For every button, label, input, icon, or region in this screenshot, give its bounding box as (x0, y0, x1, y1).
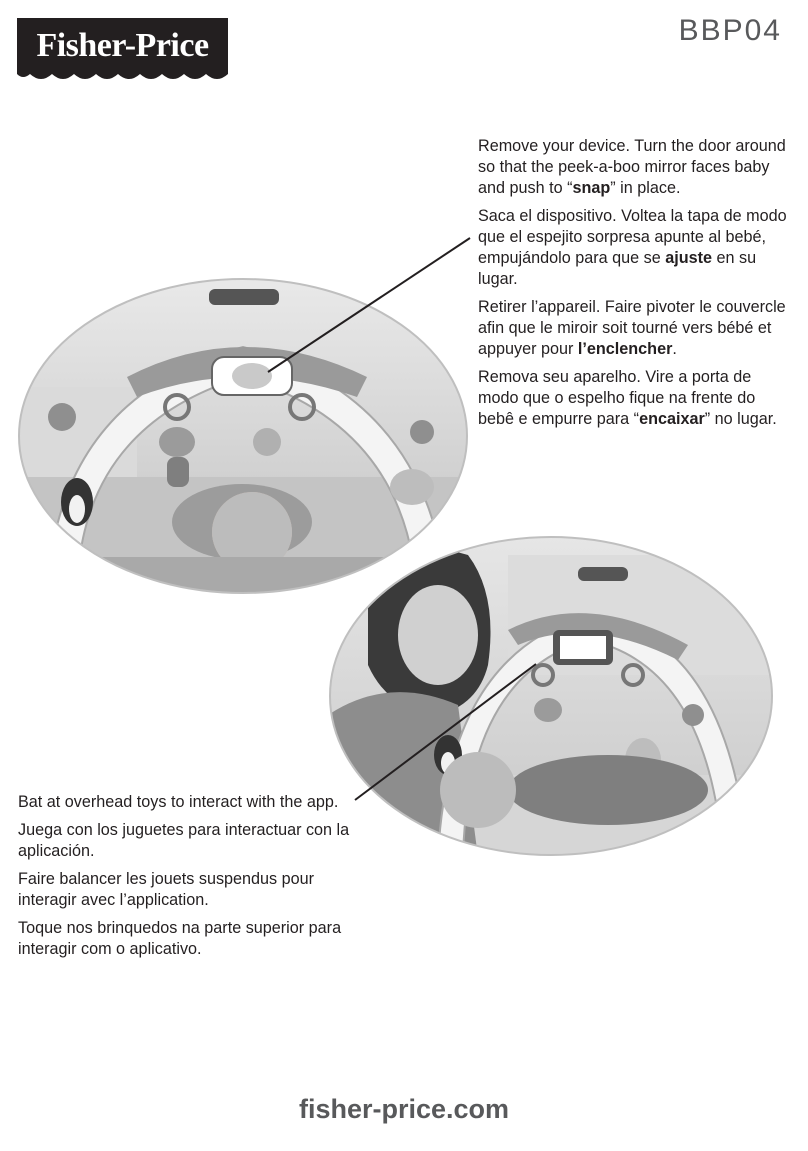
logo-wordmark: Fisher-Price (36, 27, 209, 64)
instruction-top-es: Saca el dispositivo. Voltea la tapa de modo que el espejito sorpresa apunte al bebé, empujándolo para que se ajuste en su lugar. (478, 207, 787, 288)
instruction-bottom-es: Juega con los juguetes para interactuar con la aplicación. (18, 821, 350, 860)
instruction-top-pt: Remova seu aparelho. Vire a porta de modo que o espelho fique na frente do bebê e empurre para “encaixar” no lugar. (478, 368, 777, 428)
instructions-bottom (18, 792, 360, 967)
leader-line-bottom (355, 664, 536, 800)
footer-url: fisher-price.com (298, 1094, 510, 1124)
instruction-bottom-pt: Toque nos brinquedos na parte superior para interagir com o aplicativo. (18, 919, 342, 958)
model-code: BBP04 (678, 14, 782, 47)
instruction-bottom-en: Bat at overhead toys to interact with the app. (18, 793, 339, 811)
instruction-bottom-fr: Faire balancer les jouets suspendus pour interagir avec l’application. (18, 870, 315, 909)
leader-line-top (268, 238, 470, 372)
instruction-top-fr: Retirer l’appareil. Faire pivoter le couvercle afin que le miroir soit tourné vers bébé et appuyer pour l’enclencher. (478, 298, 786, 358)
instruction-top-en: Remove your device. Turn the door around so that the peek-a-boo mirror faces baby and push to “snap” in place. (478, 137, 786, 197)
